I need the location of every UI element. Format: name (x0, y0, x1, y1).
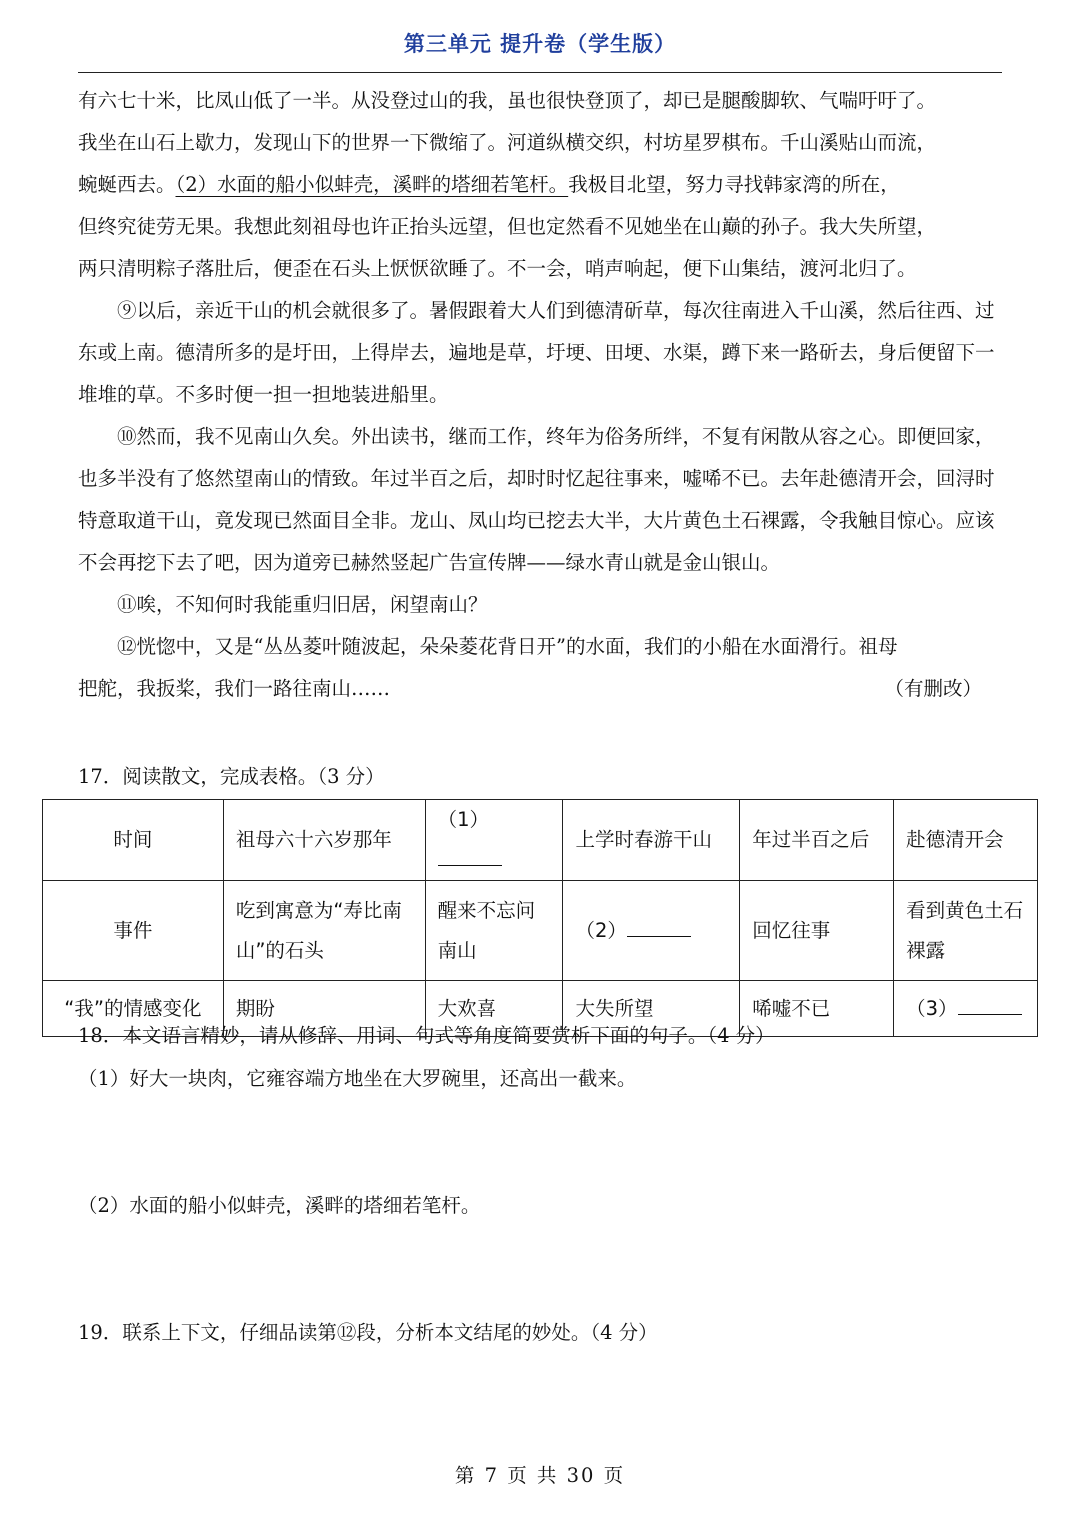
paragraph-10: ⑩然而，我不见南山久矣。外出读书，继而工作，终年为俗务所绊，不复有闲散从容之心。即便回家，也多半没有了悠然望南山的情致。年过半百之后，却时时忆起往事来，嘘唏不已。去年赴德清开会，回浔时特意取道干山，竟发现已然面目全非。龙山、凤山均已挖去大半，大片黄色土石裸露，令我触目惊心。应该不会再挖下去了吧，因为道旁已赫然竖起广告宣传牌——绿水青山就是金山银山。 (78, 425, 995, 574)
passage-text: 把舵，我扳桨，我们一路往南山…… (78, 677, 391, 700)
table-row (43, 800, 1038, 881)
table-cell: 看到黄色土石裸露 (894, 881, 1038, 981)
table-cell: 上学时春游干山 (563, 800, 740, 881)
table-cell: 大欢喜 (425, 981, 563, 1037)
table-cell: “我”的情感变化 (43, 981, 224, 1037)
question-18-part-1: （1）好大一块肉，它雍容端方地坐在大罗碗里，还高出一截来。 (78, 1067, 637, 1090)
passage-text: 蜿蜒西去。 (78, 173, 176, 196)
question-19-prompt: 19．联系上下文，仔细品读第⑫段，分析本文结尾的妙处。（4 分） (78, 1321, 658, 1344)
table-cell: 吃到寓意为“寿比南山”的石头 (223, 881, 425, 981)
table-cell-blank-1[interactable] (425, 800, 563, 881)
table-row (43, 881, 1038, 981)
passage-line: 我坐在山石上歇力，发现山下的世界一下微缩了。河道纵横交织，村坊星罗棋布。千山溪贴山而流， (78, 131, 937, 154)
table-cell: 期盼 (223, 981, 425, 1037)
reading-passage (78, 80, 1002, 710)
table-cell-blank-3[interactable] (894, 981, 1038, 1037)
table-cell: 祖母六十六岁那年 (223, 800, 425, 881)
answer-blank[interactable] (958, 992, 1022, 1015)
paragraph-9: ⑨以后，亲近干山的机会就很多了。暑假跟着大人们到德清斫草，每次往南进入千山溪，然后往西、过东或上南。德清所多的是圩田，上得岸去，遍地是草，圩埂、田埂、水渠，蹲下来一路斫去，身后便留下一堆堆的草。不多时便一担一担地装进船里。 (78, 299, 995, 406)
table-cell: 醒来不忘问南山 (425, 881, 563, 981)
paragraph-11: ⑪唉，不知何时我能重归旧居，闲望南山？ (117, 593, 488, 616)
table-cell: 回忆往事 (740, 881, 894, 981)
answer-blank[interactable] (627, 914, 691, 937)
table-cell: 年过半百之后 (740, 800, 894, 881)
paragraph-12-end (78, 668, 1002, 710)
table-cell: 事件 (43, 881, 224, 981)
table-cell-blank-2[interactable] (563, 881, 740, 981)
table-cell: 赴德清开会 (894, 800, 1038, 881)
page-header-title: 第三单元 提升卷（学生版） (403, 32, 677, 56)
blank-label: （3） (906, 996, 958, 1020)
question-18-part-2: （2）水面的船小似蚌壳，溪畔的塔细若笔杆。 (78, 1194, 481, 1217)
passage-line: 但终究徒劳无果。我想此刻祖母也许正抬头远望，但也定然看不见她坐在山巅的孙子。我大失所望， (78, 215, 937, 238)
passage-line: 两只清明粽子落肚后，便歪在石头上恹恹欲睡了。不一会，哨声响起，便下山集结，渡河北归了。 (78, 257, 917, 280)
underlined-sentence: （2）水面的船小似蚌壳，溪畔的塔细若笔杆。 (175, 173, 569, 196)
passage-text: 我极目北望，努力寻找韩家湾的所在， (568, 173, 900, 196)
question-17-table (42, 799, 1038, 1037)
page-number: 第 7 页 共 30 页 (454, 1464, 626, 1487)
blank-label: （1） (437, 808, 489, 831)
table-cell: 大失所望 (563, 981, 740, 1037)
answer-blank[interactable] (438, 843, 502, 866)
passage-line: 有六七十米，比凤山低了一半。从没登过山的我，虽也很快登顶了，却已是腿酸脚软、气喘吁吁了。 (78, 89, 937, 112)
question-18-prompt: 18．本文语言精妙，请从修辞、用词、句式等角度简要赏析下面的句子。（4 分） (78, 1024, 775, 1047)
table-cell: 唏嘘不已 (740, 981, 894, 1037)
passage-line (78, 164, 1002, 206)
blank-label: （2） (575, 918, 627, 942)
header-divider (78, 72, 1002, 73)
question-17-prompt: 17．阅读散文，完成表格。（3 分） (78, 765, 385, 788)
paragraph-12: ⑫恍惚中，又是“丛丛菱叶随波起，朵朵菱花背日开”的水面，我们的小船在水面滑行。祖母 (117, 635, 898, 658)
edit-note: （有删改） (884, 677, 982, 700)
table-cell: 时间 (43, 800, 224, 881)
